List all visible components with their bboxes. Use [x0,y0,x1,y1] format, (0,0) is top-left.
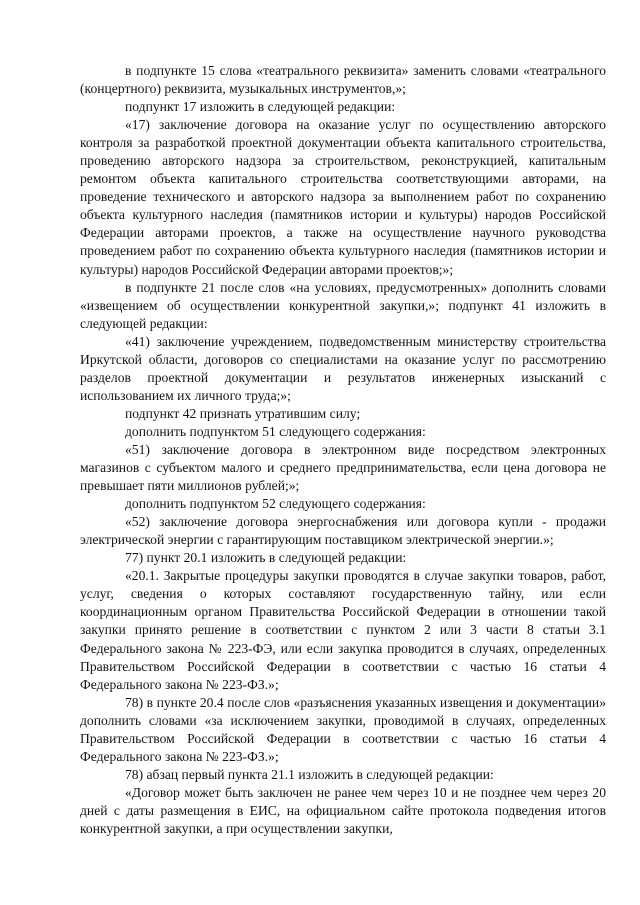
paragraph-13: 78) в пункте 20.4 после слов «разъяснения указанных извещения и документации» дополнить словами «за исключением закупки, проводимой в случаях, определенных Правительством Российской Федерации в соответствии с частью 16 статьи 4 Федерального закона № 223-ФЗ.»; [80,694,606,764]
paragraph-9: дополнить подпунктом 52 следующего содержания: [125,496,426,512]
paragraph-11: 77) пункт 20.1 изложить в следующей редакции: [125,550,407,566]
paragraph-2: подпункт 17 изложить в следующей редакции: [125,99,396,115]
paragraph-14: 78) абзац первый пункта 21.1 изложить в следующей редакции: [125,766,494,782]
paragraph-15: «Договор может быть заключен не ранее чем через 10 и не позднее чем через 20 дней с даты размещения в ЕИС, на официальном сайте протокола подведения итогов конкурентной закупки, а при осуществлении закупки, [80,784,606,836]
paragraph-3: «17) заключение договора на оказание услуг по осуществлению авторского контроля за разработкой проектной документации объекта капитального строительства, проведению авторского надзора за строительством, реконструкцией, капитальным ремонтом объекта капитального строительства соответствующими авторами, на проведение технического и авторского надзора за выполнением работ по сохранению объекта культурного наследия (памятников истории и культуры) народов Российской Федерации авторами проектов, а также на осуществление научного руководства проведением работ по сохранению объекта культурного наследия (памятников истории и культуры) народов Российской Федерации авторами проектов;»; [80,117,606,277]
paragraph-1: в подпункте 15 слова «театрального реквизита» заменить словами «театрального (концертного) реквизита, музыкальных инструментов,»; [80,63,606,97]
paragraph-8: «51) заключение договора в электронном виде посредством электронных магазинов с субъектом малого и среднего предпринимательства, если цена договора не превышает пяти миллионов рублей;»; [80,441,606,494]
document-body [80,62,606,838]
paragraph-4: в подпункте 21 после слов «на условиях, предусмотренных» дополнить словами «извещением об осуществлении конкурентной закупки,»; подпункт 41 изложить в следующей редакции: [80,279,606,331]
paragraph-10: «52) заключение договора энергоснабжения или договора купли - продажи электрической энергии с гарантирующим поставщиком электрической энергии.»; [80,514,606,548]
paragraph-7: дополнить подпунктом 51 следующего содержания: [125,423,426,439]
paragraph-12: «20.1. Закрытые процедуры закупки проводятся в случае закупки товаров, работ, услуг, сведения о которых составляют государственную тайну, или если координационным органом Правительства Российской Федерации в отношении такой закупки принято решение в соответствии с пунктом 2 или 3 части 8 статьи 3.1 Федерального закона № 223-ФЭ, или если закупка проводится в случаях, определенных Правительством Российской Федерации в соответствии с частью 16 статьи 4 Федерального закона № 223-ФЗ.»; [80,568,606,692]
paragraph-5: «41) заключение учреждением, подведомственным министерству строительства Иркутской области, договоров со специалистами на оказание услуг по рассмотрению разделов проектной документации и результатов инженерных изысканий с использованием их личного труда;»; [80,333,606,403]
paragraph-6: подпункт 42 признать утратившим силу; [125,405,361,421]
